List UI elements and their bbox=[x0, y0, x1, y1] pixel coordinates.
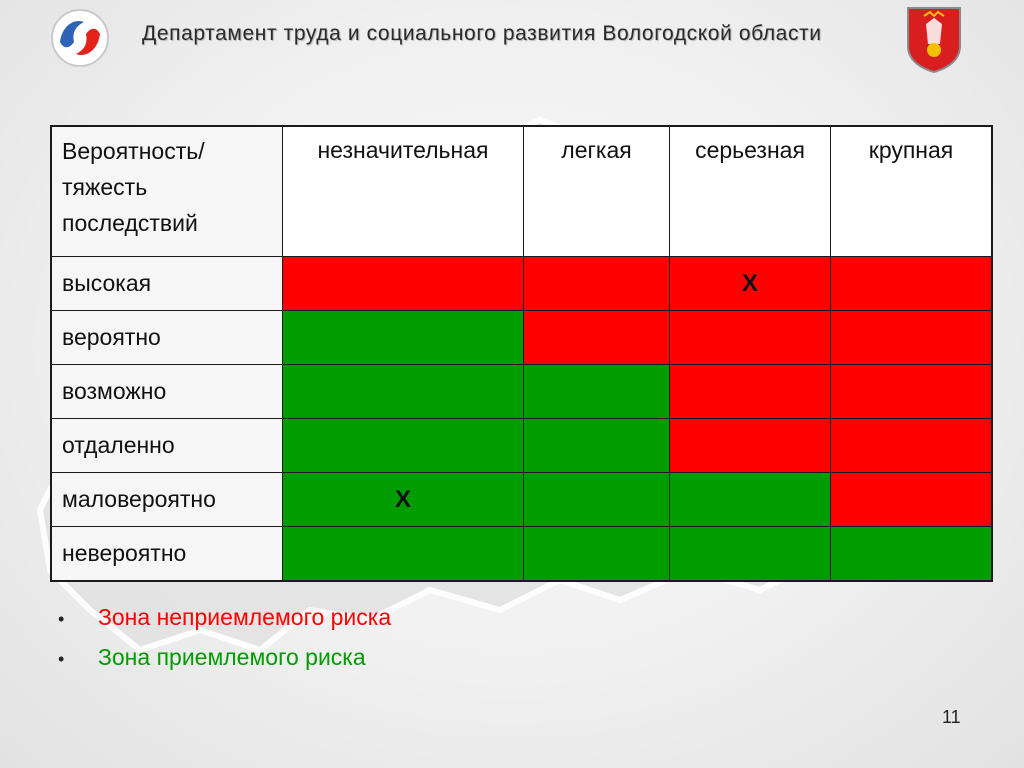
table-row bbox=[51, 365, 992, 419]
table-row bbox=[51, 419, 992, 473]
table-row bbox=[51, 527, 992, 582]
risk-matrix-table bbox=[50, 125, 993, 582]
corner-line: тяжесть bbox=[62, 174, 148, 200]
row-label: отдаленно bbox=[51, 419, 283, 473]
risk-legend bbox=[58, 600, 391, 680]
risk-cell-green bbox=[283, 527, 524, 582]
table-row bbox=[51, 311, 992, 365]
page-number: 11 bbox=[942, 707, 961, 727]
risk-cell-red bbox=[524, 257, 670, 311]
corner-line: Вероятность/ bbox=[62, 138, 205, 164]
risk-cell-green bbox=[670, 527, 831, 582]
risk-cell-red bbox=[283, 257, 524, 311]
risk-cell-red bbox=[670, 365, 831, 419]
risk-cell-red bbox=[670, 311, 831, 365]
risk-cell-red bbox=[670, 419, 831, 473]
risk-cell-green bbox=[524, 473, 670, 527]
risk-cell-green bbox=[524, 419, 670, 473]
risk-cell-red bbox=[831, 257, 993, 311]
risk-cell-red: X bbox=[670, 257, 831, 311]
bullet-icon: • bbox=[58, 609, 65, 629]
risk-cell-red bbox=[831, 311, 993, 365]
risk-cell-red bbox=[831, 419, 993, 473]
column-header-serious: серьезная bbox=[670, 126, 831, 257]
risk-cell-green: X bbox=[283, 473, 524, 527]
legend-item-acceptable bbox=[58, 640, 391, 680]
coat-of-arms-icon bbox=[904, 4, 964, 74]
legend-item-unacceptable bbox=[58, 600, 391, 640]
risk-cell-red bbox=[524, 311, 670, 365]
risk-cell-green bbox=[524, 527, 670, 582]
page-title: Департамент труда и социального развития Вологодской области bbox=[142, 22, 822, 45]
table-row bbox=[51, 473, 992, 527]
hands-logo-icon bbox=[50, 8, 110, 68]
risk-cell-green bbox=[283, 365, 524, 419]
risk-cell-green bbox=[524, 365, 670, 419]
corner-header bbox=[51, 126, 283, 257]
legend-label: Зона неприемлемого риска bbox=[98, 604, 392, 630]
column-header-major: крупная bbox=[831, 126, 993, 257]
risk-cell-red bbox=[831, 365, 993, 419]
legend-label: Зона приемлемого риска bbox=[98, 644, 366, 670]
row-label: маловероятно bbox=[51, 473, 283, 527]
risk-cell-green bbox=[831, 527, 993, 582]
risk-cell-red bbox=[831, 473, 993, 527]
row-label: возможно bbox=[51, 365, 283, 419]
corner-line: последствий bbox=[62, 210, 198, 236]
risk-cell-green bbox=[283, 419, 524, 473]
risk-cell-green bbox=[670, 473, 831, 527]
row-label: вероятно bbox=[51, 311, 283, 365]
risk-cell-green bbox=[283, 311, 524, 365]
row-label: невероятно bbox=[51, 527, 283, 582]
column-header-light: легкая bbox=[524, 126, 670, 257]
row-label: высокая bbox=[51, 257, 283, 311]
bullet-icon: • bbox=[58, 649, 65, 669]
table-row bbox=[51, 257, 992, 311]
column-header-insignificant: незначительная bbox=[283, 126, 524, 257]
